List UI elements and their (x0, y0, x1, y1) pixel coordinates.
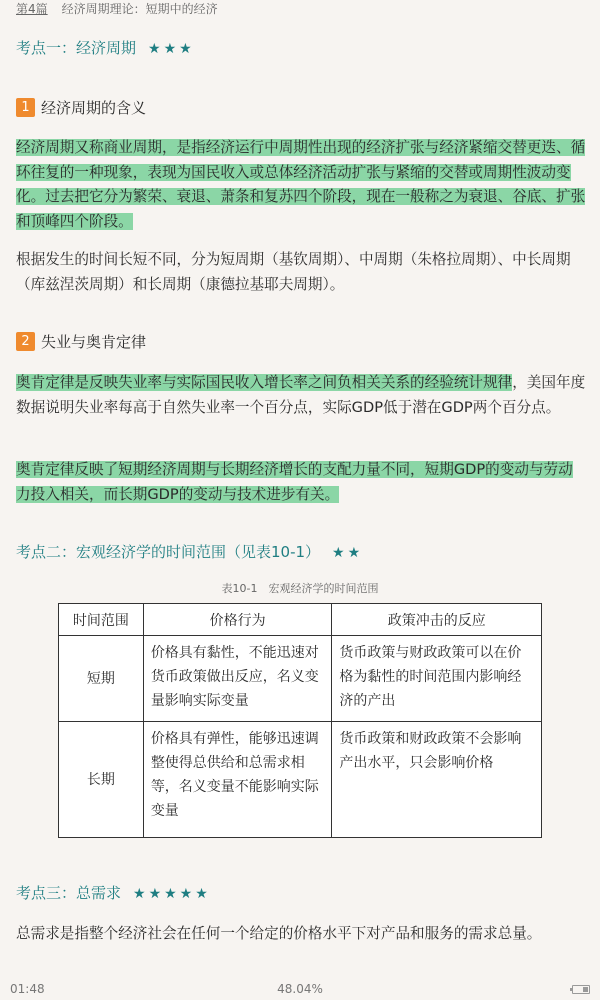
page-header (16, 0, 218, 18)
section-2-heading (16, 332, 146, 352)
battery-level (583, 987, 588, 992)
exam-point-2 (16, 542, 363, 563)
reading-progress: 48.04% (277, 982, 323, 996)
table-row (59, 722, 542, 838)
section-1-number-badge: 1 (16, 98, 35, 117)
table-cell-range: 短期 (59, 636, 144, 722)
cycle-types-text: 根据发生的时间长短不同，分为短周期（基钦周期）、中周期（朱格拉周期）、中长周期（库兹涅茨周期）和长周期（康德拉基耶夫周期）。 (16, 251, 571, 293)
battery-icon (572, 985, 590, 994)
table-caption: 表10-1 宏观经济学的时间范围 (221, 582, 379, 595)
aggregate-demand-text: 总需求是指整个经济社会在任何一个给定的价格水平下对产品和服务的需求总量。 (16, 925, 542, 942)
table-cell-price: 价格具有黏性，不能迅速对货币政策做出反应，名义变量影响实际变量 (143, 636, 332, 722)
highlight-okun-forces: 奥肯定律反映了短期经济周期与长期经济增长的支配力量不同，短期GDP的变动与劳动力投入相关，而长期GDP的变动与技术进步有关。 (16, 461, 573, 503)
paragraph-okun-law (16, 371, 586, 420)
table-cell-policy: 货币政策与财政政策可以在价格为黏性的时间范围内影响经济的产出 (332, 636, 542, 722)
exam-point-1-stars: ★★★ (148, 41, 195, 57)
table-cell-price: 价格具有弹性，能够迅速调整使得总供给和总需求相等，名义变量不能影响实际变量 (143, 722, 332, 838)
chapter-label: 第4篇 (16, 2, 48, 16)
time-range-table (58, 603, 542, 838)
exam-point-1-label: 考点一：经济周期 (16, 39, 137, 57)
section-2-number-badge: 2 (16, 332, 35, 351)
reader-status-bar (0, 978, 600, 1000)
exam-point-2-stars: ★★ (332, 545, 364, 561)
exam-point-3-label: 考点三：总需求 (16, 884, 122, 902)
table-header-cell: 价格行为 (143, 604, 332, 636)
chapter-title: 经济周期理论：短期中的经济 (61, 2, 218, 16)
table-header-cell: 时间范围 (59, 604, 144, 636)
section-1-heading (16, 98, 146, 118)
exam-point-2-label: 考点二：宏观经济学的时间范围（见表10-1） (16, 543, 321, 561)
section-2-title: 失业与奥肯定律 (41, 333, 147, 351)
paragraph-okun-forces (16, 458, 586, 507)
highlight-cycle-definition: 经济周期又称商业周期，是指经济运行中周期性出现的经济扩张与经济紧缩交替更迭、循环往复的一种现象，表现为国民收入或总体经济活动扩张与紧缩的交替或周期性波动变化。过去把它分为繁荣、衰退、萧条和复苏四个阶段，现在一般称之为衰退、谷底、扩张和顶峰四个阶段。 (16, 139, 586, 230)
table-header-cell: 政策冲击的反应 (332, 604, 542, 636)
exam-point-1 (16, 38, 195, 59)
table-cell-range: 长期 (59, 722, 144, 838)
highlight-okun-law: 奥肯定律是反映失业率与实际国民收入增长率之间负相关关系的经验统计规律 (16, 374, 513, 391)
exam-point-3 (16, 883, 211, 904)
table-row (59, 636, 542, 722)
table-cell-policy: 货币政策和财政政策不会影响产出水平，只会影响价格 (332, 722, 542, 838)
paragraph-cycle-types (16, 248, 586, 297)
section-1-title: 经济周期的含义 (41, 99, 147, 117)
paragraph-cycle-definition (16, 136, 586, 234)
paragraph-aggregate-demand (16, 922, 586, 947)
table-header-row (59, 604, 542, 636)
clock: 01:48 (10, 982, 45, 996)
okun-law-rest-text: ，美国年度数据说明失业率每高于自然失业率一个百分点，实际GDP低于潜在GDP两个百分点。 (16, 374, 586, 416)
exam-point-3-stars: ★★★★★ (133, 886, 211, 902)
